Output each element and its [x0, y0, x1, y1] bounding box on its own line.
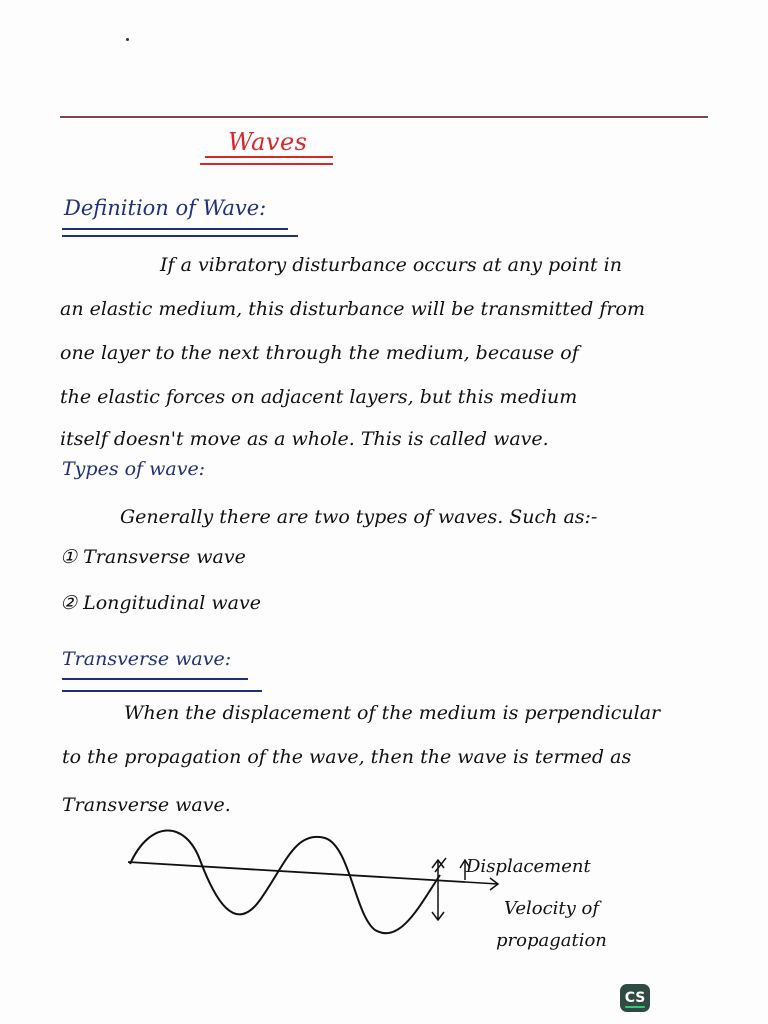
- transverse-underline: [62, 678, 248, 680]
- wave-curve: [130, 830, 440, 933]
- propagation-label: propagation: [496, 930, 607, 951]
- types-item-1: ① Transverse wave: [60, 546, 246, 568]
- definition-line-5: itself doesn't move as a whole. This is called wave.: [60, 428, 549, 450]
- title-underline-2: [200, 163, 333, 165]
- velocity-label: Velocity of: [504, 898, 600, 919]
- definition-underline-2: [62, 235, 298, 237]
- definition-line-1: If a vibratory disturbance occurs at any point in: [160, 254, 622, 276]
- types-intro: Generally there are two types of waves. Such as:-: [120, 506, 598, 528]
- displacement-label: Displacement: [466, 856, 591, 877]
- definition-line-2: an elastic medium, this disturbance will be transmitted from: [60, 298, 645, 320]
- transverse-line-1: When the displacement of the medium is perpendicular: [124, 702, 661, 724]
- transverse-underline-2: [62, 690, 262, 692]
- page-title: Waves: [228, 128, 308, 156]
- types-heading: Types of wave:: [62, 458, 206, 480]
- transverse-line-2: to the propagation of the wave, then the wave is termed as: [62, 746, 632, 768]
- transverse-wave-diagram: [120, 820, 500, 940]
- transverse-line-3: Transverse wave.: [62, 794, 231, 816]
- definition-line-4: the elastic forces on adjacent layers, but this medium: [60, 386, 578, 408]
- definition-heading: Definition of Wave:: [64, 196, 267, 220]
- transverse-heading: Transverse wave:: [62, 648, 232, 670]
- types-item-2: ② Longitudinal wave: [60, 592, 261, 614]
- ink-dot: [126, 38, 129, 41]
- camscanner-badge: CS: [620, 984, 650, 1012]
- definition-line-3: one layer to the next through the medium, because of: [60, 342, 579, 364]
- velocity-arrow: [465, 882, 498, 884]
- title-underline: [205, 156, 333, 158]
- top-margin-line: [60, 116, 708, 118]
- definition-underline: [62, 228, 288, 230]
- propagation-axis: [128, 862, 465, 882]
